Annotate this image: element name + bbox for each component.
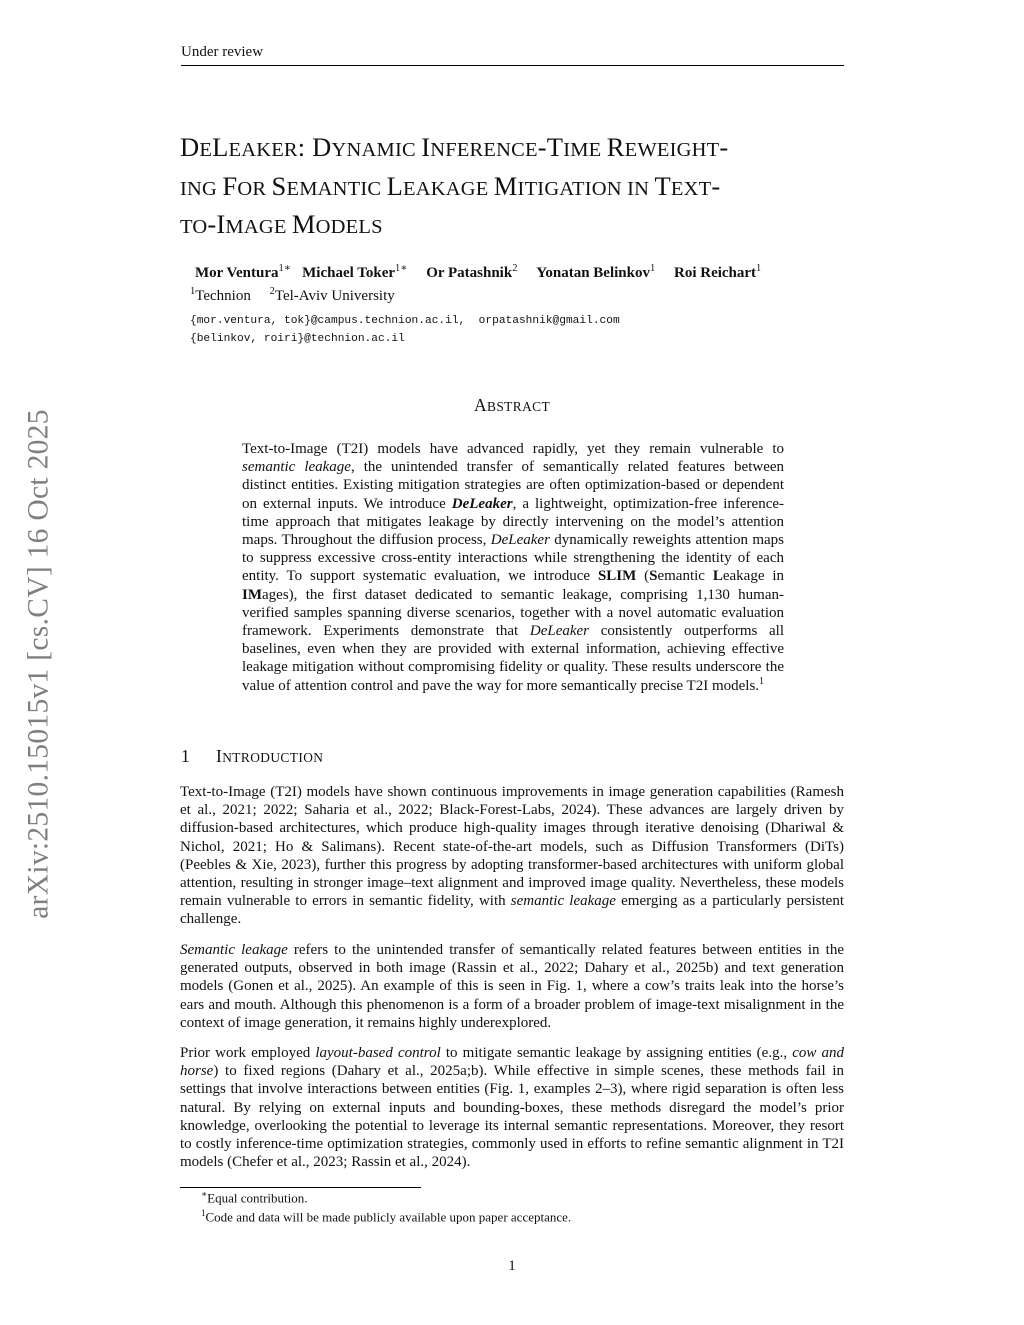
author-name: Michael Toker <box>302 265 396 281</box>
title-line-2 <box>180 209 383 239</box>
author-name: Or Patashnik <box>426 265 513 281</box>
body-paragraph <box>180 941 844 1032</box>
author-mark: 1∗ <box>395 263 408 274</box>
body-paragraph <box>180 783 844 929</box>
affiliation <box>270 288 395 304</box>
text-run: 1 <box>759 675 765 687</box>
title-run: E <box>199 139 213 161</box>
author-list <box>195 262 761 282</box>
text-run: refers to the unintended transfer of semantically related features between entities in the generated outputs, observed in both image (Rassin et al., 2022; Dahary et al., 2025b) and text generation models (Gonen et al., 2025). An example of this is seen in Fig. 1, where a cow’s traits leak into the horse’s ears and mouth. Although this phenomenon is a form of a broader problem of image-text misalignment in the context of image generation, it remains highly underexplored. <box>180 942 844 1031</box>
author <box>195 262 291 282</box>
page-number: 1 <box>508 1258 516 1274</box>
author-name: Roi Reichart <box>673 265 757 281</box>
title-line-1 <box>180 171 720 201</box>
author <box>426 263 517 282</box>
title-line-0 <box>180 132 728 162</box>
title-run: : D <box>297 132 332 162</box>
title-run: M <box>291 209 316 240</box>
text-run: consistently outperforms all baselines, even when they are provided with external information, achieving effective leakage mitigation without compromising fidelity or quality. These results underscore the value of attention control and pave the way for more semantically precise T2I models. <box>242 623 784 694</box>
author-name: Mor Ventura <box>195 265 279 281</box>
text-run: ages), the first dataset dedicated to semantic leakage, comprising 1,130 human-verified samples spanning diverse scenarios, together with a novel automatic evaluation framework. Experiments demonstrate that <box>242 586 784 640</box>
title-run: NFERENCE <box>430 139 538 161</box>
title-run: ODELS <box>315 216 383 239</box>
abstract-heading-rest: BSTRACT <box>486 399 551 414</box>
title-run: IME <box>563 139 607 161</box>
running-head: Under review <box>181 44 264 60</box>
text-run: dynamically reweights attention maps to suppress excessive cross-entity interactions while strengthening the identity of each entity. To support systematic evaluation, we introduce <box>242 532 785 585</box>
email-line: {belinkov, roiri}@technion.ac.il <box>190 333 405 345</box>
affiliation-mark: 2 <box>269 286 275 297</box>
text-run: , the unintended transfer of semantically related features between distinct entities. Existing mitigation strategies are often optimization-based or dependent on external inputs. We introduce <box>242 459 785 512</box>
paper-title <box>180 130 848 246</box>
footnote <box>201 1189 308 1206</box>
text-run: DeLeaker <box>451 495 513 512</box>
body-paragraph <box>180 1044 844 1171</box>
title-run: - <box>711 170 721 201</box>
title-run: YNAMIC <box>331 139 422 161</box>
title-run: MAGE <box>225 216 292 239</box>
text-run: DeLeaker <box>529 623 590 640</box>
title-run: S <box>271 170 287 201</box>
abstract-heading <box>0 395 1024 416</box>
title-line <box>180 207 848 246</box>
title-run: ITIGATION IN <box>517 177 655 200</box>
text-run: ( <box>636 568 650 585</box>
author-mark: 1 <box>756 263 762 274</box>
email-line: {mor.ventura, tok}@campus.technion.ac.il, orpatashnik@gmail.com <box>190 315 620 327</box>
title-run: - <box>719 132 729 162</box>
text-run: eakage in <box>722 568 784 585</box>
title-run: -T <box>537 132 564 162</box>
text-run: emerging as a particularly persistent challenge. <box>180 893 845 928</box>
title-run: -I <box>207 209 226 240</box>
arxiv-stamp-text: arXiv:2510.15015v1 [cs.CV] 16 Oct 2025 <box>22 409 55 919</box>
text-run: semantic leakage <box>510 893 616 910</box>
text-run: IM <box>242 586 262 603</box>
author-mark: 1 <box>649 263 656 274</box>
title-run: T <box>654 170 671 201</box>
title-run: D <box>180 132 200 162</box>
footnote <box>201 1208 571 1225</box>
title-run: EMANTIC <box>286 177 387 200</box>
section-heading <box>181 746 323 767</box>
author <box>674 263 761 282</box>
text-run: SLIM <box>597 568 637 585</box>
text-run: layout-based control <box>315 1045 441 1061</box>
title-run: L <box>386 170 403 201</box>
title-run: I <box>421 132 431 162</box>
affiliation-name: Tel-Aviv University <box>274 288 395 304</box>
text-run: L <box>712 568 723 585</box>
text-run: to mitigate semantic leakage by assigning entities (e.g., <box>440 1045 793 1061</box>
title-run: EXT <box>670 177 712 200</box>
text-run: Text-to-Image (T2I) models have advanced rapidly, yet they remain vulnerable to <box>242 441 784 457</box>
title-run: R <box>606 132 625 162</box>
title-run: TO <box>180 216 208 239</box>
title-line <box>180 169 848 208</box>
footnote-text: Code and data will be made publicly available upon paper acceptance. <box>205 1209 572 1225</box>
text-run: DeLeaker <box>490 532 550 549</box>
text-run: Text-to-Image (T2I) models have shown continuous improvements in image generation capabilities (Ramesh et al., 2021; 2022; Saharia et al., 2022; Black-Forest-Labs, 2024). These advances are largely driven by diffusion-based architectures, which produce high-quality images through iterative denoising (Dhariwal & Nichol, 2021; Ho & Salimans). Recent state-of-the-art models, such as Diffusion Transformers (DiTs) (Peebles & Xie, 2023), further this progress by adopting transformer-based architectures with uniform global attention, resulting in stronger image–text alignment and improved image quality. Nevertheless, these models remain vulnerable to errors in semantic fidelity, with <box>180 784 844 910</box>
abstract-heading-initial: A <box>473 395 487 415</box>
text-run: emantic <box>657 568 713 585</box>
section-number: 1 <box>181 746 191 766</box>
text-run: , a lightweight, optimization-free inference-time approach that mitigates leakage by directly intervening on the model’s attention maps. Throughout the diffusion process, <box>242 495 785 549</box>
title-run: F <box>222 170 238 201</box>
text-run: cow and horse <box>180 1045 844 1080</box>
author-mark: 2 <box>512 263 518 274</box>
affiliation-mark: 1 <box>190 286 196 297</box>
text-run: S <box>649 568 658 585</box>
author <box>536 263 655 282</box>
title-run: EWEIGHT <box>624 139 720 161</box>
author-name: Yonatan Belinkov <box>536 265 650 281</box>
affiliation-name: Technion <box>195 288 251 304</box>
footnote-rule <box>180 1187 421 1188</box>
author <box>302 262 407 282</box>
section-title-initial: I <box>216 746 223 766</box>
section-title-rest: NTRODUCTION <box>222 750 324 765</box>
title-run: EAKAGE <box>402 177 494 200</box>
footnote-mark: 1 <box>201 1208 206 1218</box>
footnote-mark: ∗ <box>201 1189 208 1199</box>
affiliations <box>190 286 395 305</box>
title-run: OR <box>237 177 272 200</box>
title-run: L <box>212 132 229 162</box>
text-run: Prior work employed <box>180 1045 316 1061</box>
title-run: M <box>493 170 518 201</box>
text-run: ) to fixed regions (Dahary et al., 2025a;b). While effective in simple scenes, these methods fail in settings that involve interactions between entities (Fig. 1, examples 2–3), where rigid separation is often less natural. By relying on external inputs and bounding-boxes, these methods disregard the model’s prior knowledge, overlooking the potential to leverage its internal semantic representations. Moreover, they resort to costly inference-time optimization strategies, commonly used in efforts to refine semantic alignment in T2I models (Chefer et al., 2023; Rassin et al., 2024). <box>180 1063 844 1171</box>
header-rule <box>181 65 844 66</box>
title-run: ING <box>180 177 223 200</box>
title-line <box>180 130 848 169</box>
abstract-body <box>242 440 784 695</box>
title-run: EAKER <box>228 139 298 161</box>
affiliation <box>190 288 251 304</box>
text-run: semantic leakage <box>242 459 351 476</box>
text-run: Semantic leakage <box>180 942 288 958</box>
author-mark: 1∗ <box>278 263 291 274</box>
footnote-text: Equal contribution. <box>207 1190 308 1206</box>
